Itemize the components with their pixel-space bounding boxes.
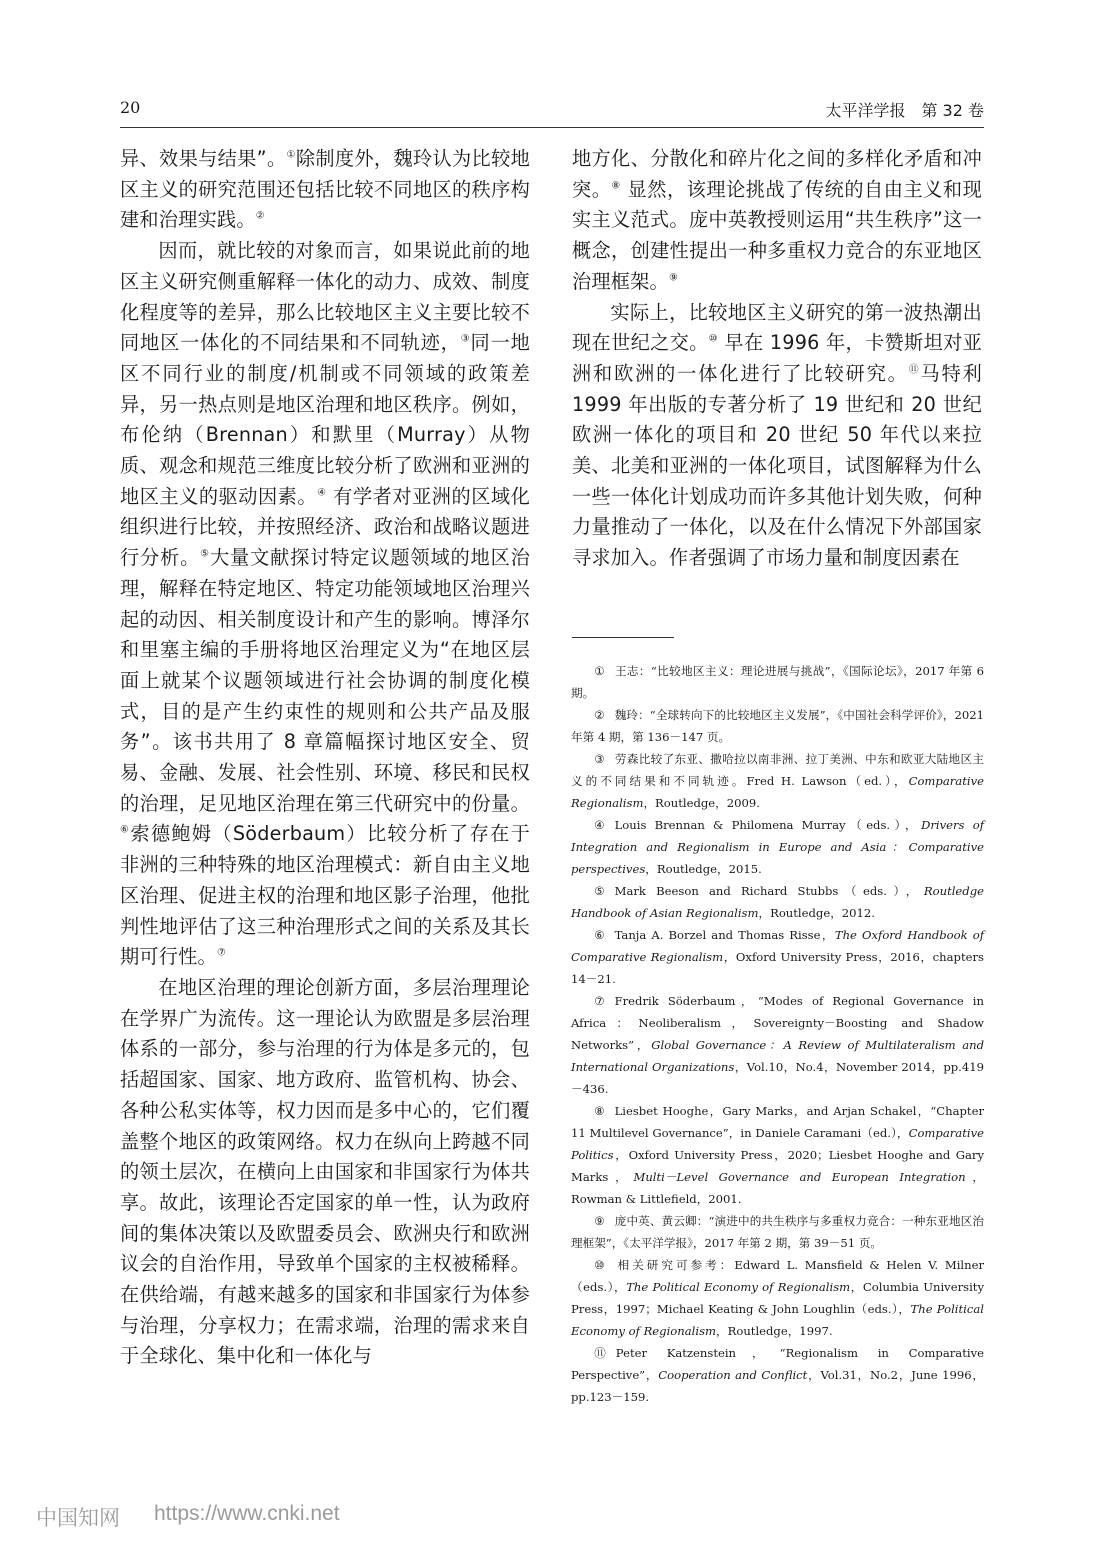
running-header (120, 96, 984, 126)
footnote-ref[interactable]: ① (286, 149, 296, 161)
footnote-ref[interactable]: ⑨ (668, 272, 679, 284)
footnote: ⑥ Tanja A. Borzel and Thomas Risse，The Oxford Handbook of Comparative Regionalism，Oxford University Press，2016，chapters 14－21. (571, 928, 985, 986)
paragraph: 因而，就比较的对象而言，如果说此前的地区主义研究侧重解释一体化的动力、成效、制度化程度等的差异，那么比较地区主义主要比较不同地区一体化的不同结果和不同轨迹，③同一地区不同行业的制度/机制或不同领域的政策差异，另一热点则是地区治理和地区秩序。例如，布伦纳（Brennan）和默里（Murray）从物质、观念和规范三维度比较分析了欧洲和亚洲的地区主义的驱动因素。④ 有学者对亚洲的区域化组织进行比较，并按照经济、政治和战略议题进行分析。⑤大量文献探讨特定议题领域的地区治理，解释在特定地区、特定功能领域地区治理兴起的动因、相关制度设计和产生的影响。博泽尔和里塞主编的手册将地区治理定义为“在地区层面上就某个议题领域进行社会协调的制度化模式，目的是产生约束性的规则和公共产品及服务”。该书共用了 8 章篇幅探讨地区安全、贸易、金融、发展、社会性别、环境、移民和民权的治理，足见地区治理在第三代研究中的份量。⑥索德鲍姆（Söderbaum）比较分析了存在于非洲的三种特殊的地区治理模式：新自由主义地区治理、促进主权的治理和地区影子治理，他批判性地评估了这三种治理形式之间的关系及其长期可行性。⑦ (120, 239, 531, 969)
footnote: ④ Louis Brennan & Philomena Murray（eds.），Drivers of Integration and Regionalism in Europe and Asia：Comparative perspectives，Routledge，2015. (571, 818, 984, 876)
footnote-ref[interactable]: ⑪ (908, 364, 921, 376)
footnote: ⑪ Peter Katzenstein，“Regionalism in Comparative Perspective”，Cooperation and Conflict，Vol.31，No.2，June 1996，pp.123－159. (571, 1346, 984, 1404)
footnote-ref[interactable]: ⑧ (611, 180, 621, 192)
paragraph: 异、效果与结果”。①除制度外，魏玲认为比较地区主义的研究范围还包括比较不同地区的秩序构建和治理实践。② (120, 147, 530, 232)
footnote-ref[interactable]: ② (255, 211, 265, 223)
footnote-ref[interactable]: ③ (460, 333, 471, 345)
left-column (120, 144, 530, 1372)
footnote: ⑧ Liesbet Hooghe，Gary Marks，and Arjan Schakel，“Chapter 11 Multilevel Governance”，in Daniele Caramani（ed.），Comparative Politics，Oxford University Press，2020；Liesbet Hooghe and Gary Marks，Multi－Level Governance and European Integration，Rowman & Littlefield，2001. (571, 1104, 984, 1206)
footnote-ref[interactable]: ⑩ (708, 333, 718, 345)
watermark-logo-text: 中国知网 (36, 1506, 120, 1530)
page-number: 20 (120, 98, 141, 117)
footnote: ⑨ 庞中英、黄云卿：“演进中的共生秩序与多重权力竞合：一种东亚地区治理框架”，《太平洋学报》，2017 年第 2 期，第 39－51 页。 (571, 1214, 984, 1250)
footnote-ref[interactable]: ⑦ (216, 947, 227, 959)
paragraph: 地方化、分散化和碎片化之间的多样化矛盾和冲突。⑧ 显然，该理论挑战了传统的自由主义和现实主义范式。庞中英教授则运用“共生秩序”这一概念，创建性提出一种多重权力竞合的东亚地区治理框架。⑨ (572, 147, 982, 293)
footnote: ① 王志：“比较地区主义：理论进展与挑战”，《国际论坛》，2017 年第 6 期。 (571, 664, 984, 700)
footnotes (571, 660, 984, 1408)
header-rule (120, 127, 984, 128)
footnote: ② 魏玲：“全球转向下的比较地区主义发展”，《中国社会科学评价》，2021 年第 4 期，第 136－147 页。 (571, 708, 984, 744)
footnote: ⑤ Mark Beeson and Richard Stubbs（eds.），Routledge Handbook of Asian Regionalism，Routledge，2012. (571, 884, 984, 920)
watermark-url[interactable]: https://www.cnki.net (154, 1502, 340, 1525)
paragraph: 实际上，比较地区主义研究的第一波热潮出现在世纪之交。⑩ 早在 1996 年，卡赞斯坦对亚洲和欧洲的一体化进行了比较研究。⑪马特利 1999 年出版的专著分析了 19 世纪和 20 世纪欧洲一体化的项目和 20 世纪 50 年代以来拉美、北美和亚洲的一体化项目，试图解释为什么一些一体化计划成功而许多其他计划失败，何种力量推动了一体化，以及在什么情况下外部国家寻求加入。作者强调了市场力量和制度因素在 (572, 300, 983, 570)
footnote: ⑩ 相关研究可参考：Edward L. Mansfield & Helen V. Milner（eds.），The Political Economy of Regionalism，Columbia University Press，1997；Michael Keating & John Loughlin（eds.），The Political Economy of Regionalism，Routledge，1997. (571, 1258, 984, 1338)
footnote: ③ 劳森比较了东亚、撒哈拉以南非洲、拉丁美洲、中东和欧亚大陆地区主义的不同结果和不同轨迹。Fred H. Lawson（ed.），Comparative Regionalism，Routledge，2009. (571, 752, 984, 810)
footnote-ref[interactable]: ⑥ (120, 825, 131, 837)
right-column (572, 144, 982, 574)
footnote-ref[interactable]: ④ (317, 487, 327, 499)
footnote-ref[interactable]: ⑤ (200, 548, 210, 560)
journal-title: 太平洋学报 第 32 卷 (825, 101, 984, 120)
footnote-separator (572, 637, 674, 638)
paragraph: 在地区治理的理论创新方面，多层治理理论在学界广为流传。这一理论认为欧盟是多层治理体系的一部分，参与治理的行为体是多元的，包括超国家、国家、地方政府、监管机构、协会、各种公私实体等，权力因而是多中心的，它们覆盖整个地区的政策网络。权力在纵向上跨越不同的领土层次，在横向上由国家和非国家行为体共享。故此，该理论否定国家的单一性，认为政府间的集体决策以及欧盟委员会、欧洲央行和欧洲议会的自治作用，导致单个国家的主权被稀释。在供给端，有越来越多的国家和非国家行为体参与治理，分享权力；在需求端，治理的需求来自于全球化、集中化和一体化与 (120, 975, 530, 1368)
footnote: ⑦ Fredrik Söderbaum，“Modes of Regional Governance in Africa：Neoliberalism，Sovereignty－Boosting and Shadow Networks”，Global Governance：A Review of Multilateralism and International Organizations，Vol.10，No.4，November 2014，pp.419－436. (571, 994, 984, 1096)
